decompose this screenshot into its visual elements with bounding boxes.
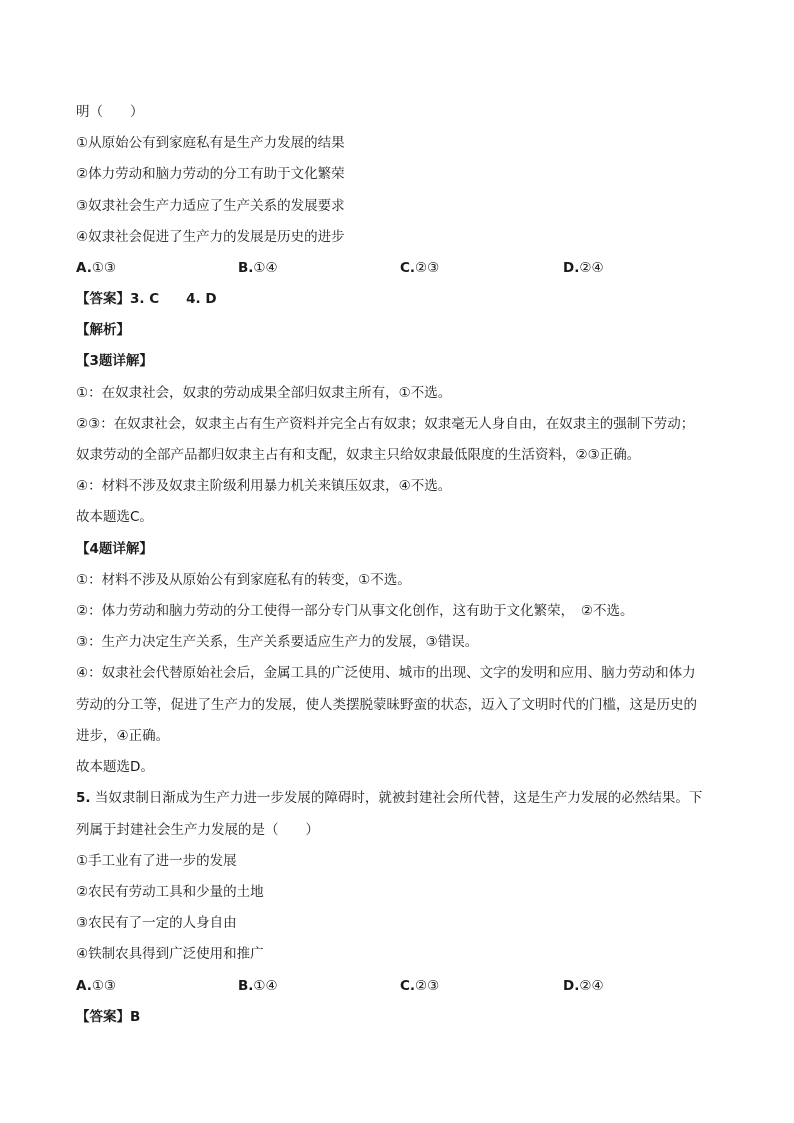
option-a [76, 259, 116, 277]
q5-option-a [76, 977, 116, 995]
q5-option-c-text: ②③ [415, 978, 440, 994]
detail-4-line: ①：材料不涉及从原始公有到家庭私有的转变，①不选。 [76, 572, 411, 588]
question-5-number: 5. [76, 790, 91, 806]
detail-4-line: ②：体力劳动和脑力劳动的分工使得一部分专门从事文化创作，这有助于文化繁荣， ②不选。 [76, 603, 634, 619]
option-a-text: ①③ [91, 260, 117, 276]
detail-4-line: 进步，④正确。 [76, 728, 170, 744]
q5-option-c [400, 977, 439, 995]
option-c-label: C. [400, 260, 416, 276]
analysis-label: 【解析】 [76, 322, 130, 338]
question-5-answer [76, 1008, 140, 1026]
q5-option-d-label: D. [563, 978, 580, 994]
detail-3-conclusion: 故本题选C。 [76, 509, 153, 525]
option-b [238, 259, 278, 277]
question-5-stem-line-2: 列属于封建社会生产力发展的是（ ） [76, 822, 319, 838]
option-c-text: ②③ [415, 260, 440, 276]
option-d-text: ②④ [579, 260, 604, 276]
detail-3-line: ①：在奴隶社会，奴隶的劳动成果全部归奴隶主所有，①不选。 [76, 385, 452, 401]
q5-option-d-text: ②④ [579, 978, 604, 994]
answer-label: 【答案】 [76, 1009, 130, 1025]
q5-statement-4: ④铁制农具得到广泛使用和推广 [76, 946, 264, 962]
q5-statement-2: ②农民有劳动工具和少量的土地 [76, 884, 264, 900]
q5-statement-1: ①手工业有了进一步的发展 [76, 853, 237, 869]
question-stem-tail: 明（ ） [76, 104, 144, 120]
detail-3-line: 奴隶劳动的全部产品都归奴隶主占有和支配，奴隶主只给奴隶最低限度的生活资料，②③正确。 [76, 447, 641, 463]
q5-option-a-text: ①③ [91, 978, 117, 994]
option-a-label: A. [76, 260, 92, 276]
statement-2: ②体力劳动和脑力劳动的分工有助于文化繁荣 [76, 166, 345, 182]
detail-3-line: ④：材料不涉及奴隶主阶级利用暴力机关来镇压奴隶，④不选。 [76, 478, 452, 494]
q5-option-d [563, 977, 604, 995]
option-b-text: ①④ [253, 260, 278, 276]
question-5-stem-line-1 [76, 789, 702, 807]
option-d [563, 259, 604, 277]
question-5-stem-text: 当奴隶制日渐成为生产力进一步发展的障碍时，就被封建社会所代替，这是生产力发展的必然结果。下 [94, 790, 703, 806]
detail-4-line: ③：生产力决定生产关系，生产关系要适应生产力的发展，③错误。 [76, 634, 479, 650]
q5-option-c-label: C. [400, 978, 416, 994]
detail-3-heading: 【3题详解】 [76, 353, 153, 369]
option-c [400, 259, 439, 277]
option-b-label: B. [238, 260, 254, 276]
statement-1: ①从原始公有到家庭私有是生产力发展的结果 [76, 135, 345, 151]
q5-option-b-text: ①④ [253, 978, 278, 994]
q5-option-b-label: B. [238, 978, 254, 994]
detail-4-line: 劳动的分工等，促进了生产力的发展，使人类摆脱蒙昧野蛮的状态，迈入了文明时代的门槛，这是历史的 [76, 697, 697, 713]
statement-4: ④奴隶社会促进了生产力的发展是历史的进步 [76, 229, 345, 245]
option-d-label: D. [563, 260, 580, 276]
q5-option-a-label: A. [76, 978, 92, 994]
answer-3-4: 【答案】3. C 4. D [76, 291, 217, 307]
detail-3-line: ②③：在奴隶社会，奴隶主占有生产资料并完全占有奴隶；奴隶毫无人身自由，在奴隶主的强制下劳动； [76, 416, 695, 432]
detail-4-heading: 【4题详解】 [76, 541, 153, 557]
detail-4-line: ④：奴隶社会代替原始社会后，金属工具的广泛使用、城市的出现、文字的发明和应用、脑力劳动和体力 [76, 665, 696, 681]
q5-option-b [238, 977, 278, 995]
detail-4-conclusion: 故本题选D。 [76, 759, 154, 775]
statement-3: ③奴隶社会生产力适应了生产关系的发展要求 [76, 198, 345, 214]
q5-statement-3: ③农民有了一定的人身自由 [76, 915, 237, 931]
answer-value: B [130, 1009, 141, 1025]
